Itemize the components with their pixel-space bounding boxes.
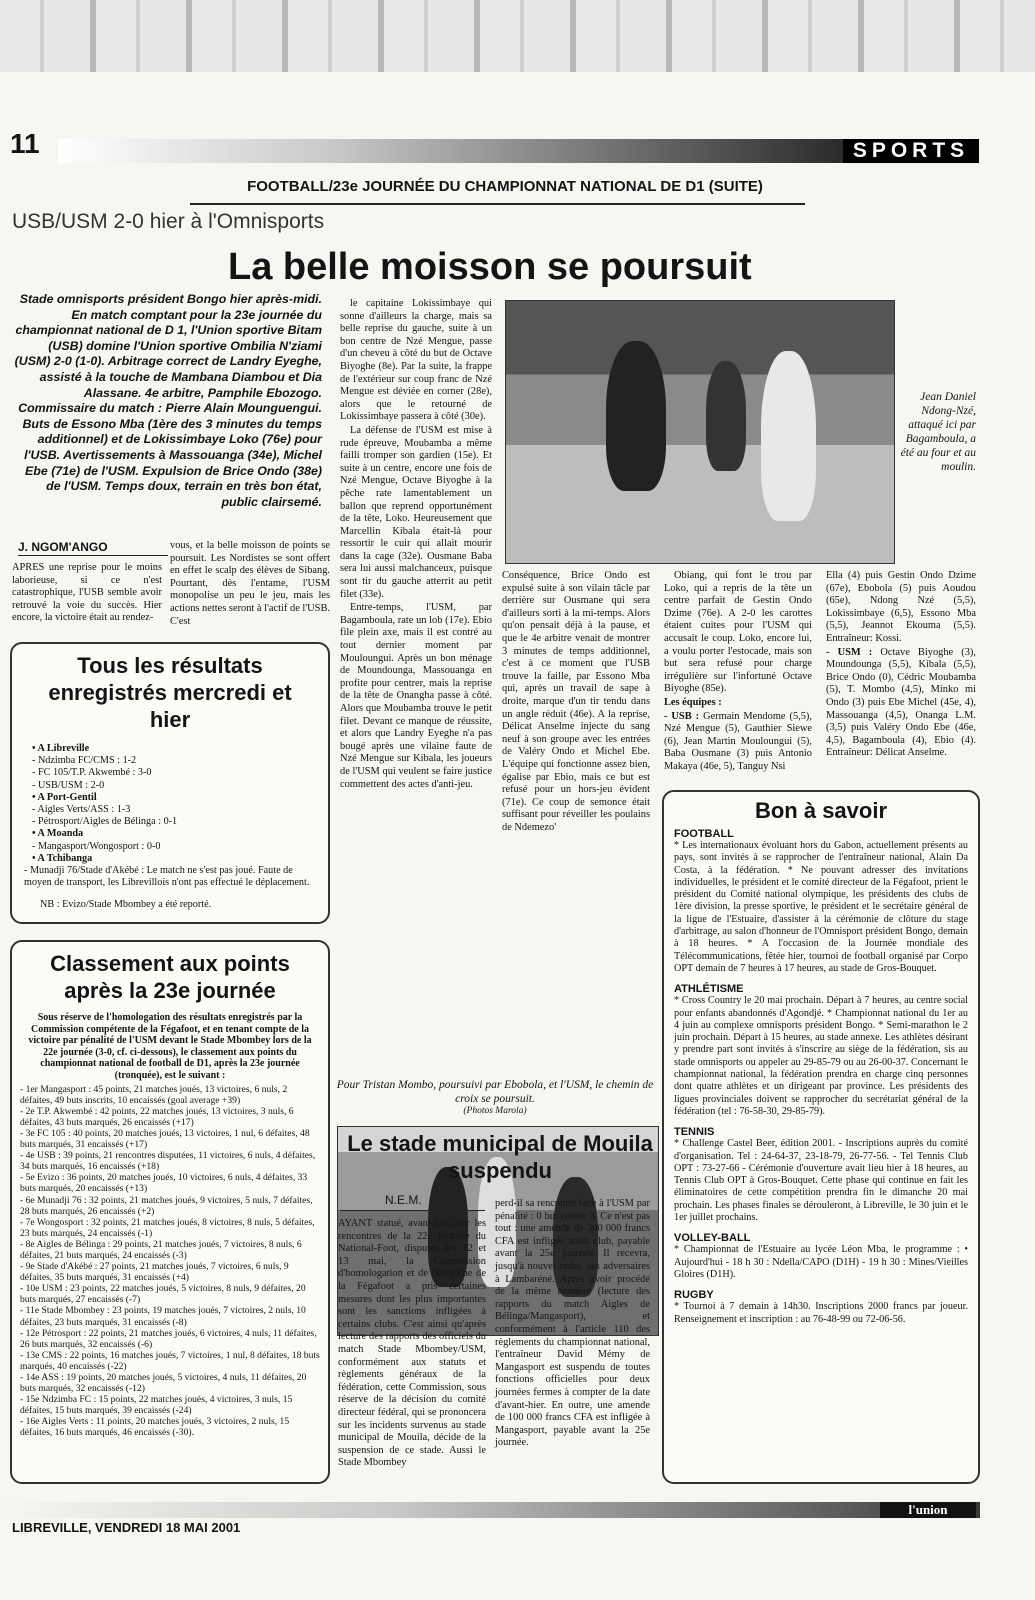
standings-row: - 3e FC 105 : 40 points, 20 matches joués, 13 victoires, 1 nul, 6 défaites, 48 buts marqués, 31 encaissés (+17): [20, 1127, 310, 1151]
section-text-football: * Les internationaux évoluant hors du Gabon, actuellement présents au pays, sont invités à se rapprocher de l'entraîneur national, Alain Da Costa, à la fédération. * Ne pouvant adresser des invitations individuelles, le président et le comité directeur de la Fégafoot, prient le président du Comité national olympique, les présidents des clubs de 1ère division, la presse sportive, le président et le secrétaire général de la ligue de l'Estuaire, d'assister à la cérémonie de clôture du stage d'arbitrage, au salon d'honneur de l'Omnisport président Bongo, demain à 18 heures. * A l'occasion de la Journée mondiale des Télécommunications, fêtée hier, tournoi de football organisé par Corpo OPT demain de 7 heures à 17 heures, au stade de Gros-Bouquet.: [674, 840, 968, 974]
usb-label: - USB :: [664, 710, 700, 722]
standings-list: [20, 1084, 320, 1439]
usm-lineup: Octave Biyoghe (3), Moundounga (5,5), Kibala (5,5), Brice Ondo (0), Cédric Moubamba (5), T. Mombo (4,5), Minko mi Ondo (3) puis Ebe Michel (45e, 4), Massouanga (4,5), Onanga L.M. (3,5) puis Valéry Ondo Ebe (46e, 4,5), Bagamboula (4), Ebio (4). Entraîneur: Délicat Anselme.: [826, 646, 976, 759]
photo2-credit: (Photos Marola): [463, 1106, 527, 1116]
section-heading-rugby: RUGBY: [674, 1289, 714, 1302]
lead-paragraph: Stade omnisports président Bongo hier après-midi. En match comptant pour la 23e journée du championnat national de D 1, l'Union sportive Bitam (USB) domine l'Union sportive Ombilia N'ziami (USM) 2-0 (1-0). Arbitrage correct de Landry Eyeghe, assisté à la touche de Mambana Diambou et Dia Alassane. 4e arbitre, Pamphile Ebozogo. Commissaire du match : Pierre Alain Mounguengui. Buts de Essono Mba (1ère des 3 minutes du temps additionnel) et de Lokissimbaye Loko (76e) pour l'USB. Avertissements à Massouanga (34e), Michel Ebe (71e) de l'USM. Expulsion de Brice Ondo (38e) de l'USM. Temps doux, terrain en très bon état, public clairsemé.: [14, 292, 322, 509]
standings-row: - 13e CMS : 22 points, 16 matches joués, 7 victoires, 1 nul, 8 défaites, 18 buts marqués, 40 encaissés (-22): [20, 1349, 320, 1372]
usm-label: - USM :: [826, 646, 873, 658]
standings-row: - 12e Pétrosport : 22 points, 21 matches joués, 6 victoires, 4 nuls, 11 défaites, 26 buts marqués, 32 encaissés (-6): [20, 1327, 317, 1350]
results-line: • A Moanda: [32, 828, 84, 840]
player-figure: [706, 361, 746, 471]
photo-match-1: [505, 300, 895, 564]
header-rule: [58, 139, 843, 163]
subtitle: USB/USM 2-0 hier à l'Omnisports: [12, 210, 325, 233]
kicker-underline: [190, 203, 805, 205]
standings-intro: Sous réserve de l'homologation des résultats enregistrés par la Commission compétente de la Fégafoot, et en tenant compte de la victoire par pénalité de l'USM devant le Stade Mbombey lors de la 22e journée (3-0, cf. ci-dessous), le classement aux points du championnat national de football de D1, après la 23e journée (tronquée), est le suivant :: [28, 1012, 312, 1081]
results-line: • A Libreville: [32, 743, 90, 754]
article-col4: Conséquence, Brice Ondo est expulsé suite à son vilain tâcle par derrière sur Ousmane qui sera d'ailleurs sorti à la mi-temps. Alors qu'on pensait déjà à la pause, et que le 4e arbitre venait de montrer 3 minutes de temps additionnel, c'est à ce moment que l'USB trouve la faille, par Essono Mba qui, après un travail de sape à droite, marque d'un tir tendu dans un angle réduit (46e). A la reprise, Délicat Anselme injecte du sang neuf à son groupe avec les entrées de Valéry Ondo et Michel Ebe. L'équipe qui fonctionne assez bien, égalise par Ebio, mais ce but est refusé pour un hors-jeu évident (71e). Ce coup de semonce était suffisant pour réveiller les poulains de Ndemezo': [502, 570, 650, 833]
photo2-caption: Pour Tristan Mombo, poursuivi par Ebobola, et l'USM, le chemin de croix se poursuit.: [336, 1079, 654, 1105]
section-text-athletisme: * Cross Country le 20 mai prochain. Départ à 7 heures, au centre social pour enfants abandonnés d'Agondjé. * Championnat national du 1er au 4 juin au complexe omnisports président Bongo. * Semi-marathon le 2 juin prochain. Départ à 15 heures, au stade annexe. Les athlètes désirant y prendre part sont invités à s'inscrire au siège de la fédération, sis au stade omnisports ou appeler au 29-85-79 ou au 26-00-37. Concernant le championnat national, la fédération prendra en charge cinq personnes dont quatre athlètes et un dirigeant par province. Les présidents des ligues provinciales doivent se rapprocher du secrétariat général de la fédération (tel : 76-58-30, 29-85-79).: [674, 995, 968, 1117]
standings-title: Classement aux points après la 23e journée: [50, 951, 290, 1003]
standings-row: - 14e ASS : 19 points, 20 matches joués, 5 victoires, 4 nuls, 11 défaites, 20 buts marqués, 32 encaissés (-12): [20, 1372, 307, 1395]
section-heading-football: FOOTBALL: [674, 828, 734, 840]
player-figure: [606, 341, 666, 491]
section-label: SPORTS: [843, 139, 979, 163]
standings-row: - 10e USM : 23 points, 22 matches joués, 5 victoires, 8 nuls, 9 défaites, 20 buts marqués, 27 encaissés (-7): [20, 1283, 306, 1306]
bon-a-savoir-content: [674, 828, 968, 1326]
page-number: 11: [10, 128, 40, 159]
usb-lineup: Germain Mendome (5,5), Nzé Mengue (5), Gauthier Siewe (6), Jean Martin Mouloungui (5), Baba Ousmane (3) puis Antonio Makaya (46e, 5), Tanguy Nsi: [664, 710, 812, 772]
footer-logo: l'union: [880, 1502, 976, 1518]
byline-rule: [18, 555, 168, 556]
mouila-byline-rule: [340, 1210, 485, 1211]
main-title: La belle moisson se poursuit: [228, 246, 752, 288]
standings-row: - 6e Munadji 76 : 32 points, 21 matches joués, 9 victoires, 5 nuls, 7 défaites, 28 buts marqués, 26 encaissés (+2): [20, 1194, 313, 1217]
mouila-byline: N.E.M.: [385, 1193, 422, 1207]
article-col3: [340, 298, 492, 792]
section-text-volleyball: * Championnat de l'Estuaire au lycée Léon Mba, le programme : • Aujourd'hui - 18 h 30 : Ndella/CAPO (D1H) - 19 h 30 : Mines/Vieilles Gloires (D1H).: [674, 1244, 968, 1280]
section-heading-athletisme: ATHLÉTISME: [674, 983, 744, 996]
standings-row: - 9e Stade d'Akébé : 27 points, 21 matches joués, 7 victoires, 6 nuls, 9 défaites, 35 buts marqués, 31 encaissés (+4): [20, 1261, 289, 1284]
article-col3-p1: le capitaine Lokissimbaye qui sonne d'ailleurs la charge, mais sa belle reprise du gauche, suite à un bon centre de Nzé Mengue, passe d'un cheveu à côté du but de Octave Biyoghe (8e). Par la suite, la frappe de l'extérieur sur coup franc de Nzé Mengue est déviée en corner (28e), alors que le retourné de Lokissimbaye passera à côté (30e).: [340, 298, 492, 423]
results-line: • A Tchibanga: [32, 852, 93, 864]
mouila-col1: AYANT statué, avant-hier, sur les rencontres de la 22e journée du National-Foot, disputée les 12 et 13 mai, la Commission d'homologation et de discipline de la Fégafoot a pris certaines mesures dont les plus importantes sont les sanctions infligées à certains clubs. C'est ainsi qu'après lecture des rapports des officiels du match Stade Mbombey/USM, conformément aux statuts et règlements généraux de la fédération, cette Commission, sous réserve de la décision du comité directeur fédéral, qui se prononcera sur les incidents survenus au stade municipal de Mouila, décide de la suspension de ce stade. Aussi le Stade Mbombey: [338, 1218, 486, 1469]
results-line: - Pétrosport/Aigles de Bélinga : 0-1: [32, 816, 178, 828]
teams-label: Les équipes :: [664, 696, 722, 708]
results-box: [10, 642, 330, 924]
results-line: - Aigles Verts/ASS : 1-3: [32, 804, 131, 816]
standings-row: - 4e USB : 39 points, 21 rencontres disputées, 11 victoires, 6 nuls, 4 défaites, 34 buts marqués, 16 encaissés (+18): [20, 1150, 316, 1173]
standings-row: - 15e Ndzimba FC : 15 points, 22 matches joués, 4 victoires, 3 nuls, 15 défaites, 15 buts marqués, 39 encaissés (-24): [20, 1394, 293, 1417]
article-col6: [826, 570, 976, 761]
photo1-caption: Jean Daniel Ndong-Nzé, attaqué ici par Bagamboula, a été au four et au moulin.: [900, 391, 976, 473]
article-col3-p2: La défense de l'USM est mise à rude épreuve, Moubamba a même failli tromper son gardien (15e). Et suite à un centre, encore une fois de Nzé Mengue, Octave Biyoghe à la pêche rate lamentablement un ballon que reprend opportunément de la tête, Loko. Heureusement que Marcellin Kibala était-là pour ressortir le cuir qui allait mourir dans la cage (32e). Ousmane Baba sera lui aussi malchanceux, puisque sont tir du gauche atterrit au petit filet (33e).: [340, 424, 492, 600]
article-col5-p1: Obiang, qui font le trou par Loko, qui a repris de la tête un centre parfait de Gestin Ondo Dzime (76e). A 2-0 les carottes étaient cuites pour l'USM qui accusait le coup. Loko, encore lui, a voulu porter l'estocade, mais son but sera refusé pour charge irrégulière sur l'infortuné Octave Biyoghe (85e).: [664, 570, 812, 695]
footer-rule: [0, 1502, 980, 1518]
standings-row: - 7e Wongosport : 32 points, 21 matches joués, 8 victoires, 8 nuls, 5 défaites, 23 buts marqués, 24 encaissés (-1): [20, 1216, 315, 1239]
photo-background-strip: [0, 0, 1035, 78]
article-col2: vous, et la belle moisson de points se poursuit. Les Nordistes se sont offert en effet le scalp des élèves de Sibang. Pourtant, dès l'entame, l'USM monopolise un peu le jeu, mais les actions nettes seront à l'actif de l'USB. C'est: [170, 540, 330, 627]
byline: J. NGOM'ANGO: [18, 540, 108, 554]
bon-a-savoir-box: [662, 790, 980, 1484]
mouila-title: Le stade municipal de Mouila suspendu: [347, 1131, 653, 1183]
bon-a-savoir-title: Bon à savoir: [754, 798, 888, 823]
results-line: - Ndzimba FC/CMS : 1-2: [32, 755, 137, 767]
results-title: Tous les résultats enregistrés mercredi et hier: [48, 653, 292, 732]
article-col1: APRES une reprise pour le moins laborieuse, si ce n'est catastrophique, l'USB semble avoir retrouvé la voie du succès. Hier encore, la victoire était au rendez-: [12, 562, 162, 624]
results-list: [24, 743, 316, 912]
kicker: FOOTBALL/23e JOURNÉE DU CHAMPIONNAT NATIONAL DE D1 (SUITE): [247, 178, 763, 195]
mouila-col2: perd-il sa rencontre face à l'USM par pénalité : 0 but contre 3. Ce n'est pas tout : une amende de 300 000 francs CFA est infligée audit club, payable avant la 25e journée. Il recevra, jusqu'à nouvel ordre, ses adversaires à Lambaréné. Après avoir procédé de la même manière (lecture des rapports du match Aigles de Bélinga/Mangasport), et conformément à l'article 110 des règlements du championnat national, l'entraîneur David Mémy de Mangasport est suspendu de toutes fonctions officielles pour deux journées fermes à compter de la date d'avant-hier. En outre, une amende de 100 000 francs CFA est infligée à Mangasport, payable avant la 25e journée.: [495, 1198, 650, 1449]
player-figure: [761, 351, 816, 521]
results-line: - USB/USM : 2-0: [32, 779, 105, 791]
standings-row: - 5e Evizo : 36 points, 20 matches joués, 10 victoires, 6 nuls, 4 défaites, 33 buts marqués, 20 encaissés (+13): [20, 1172, 308, 1195]
section-heading-volleyball: VOLLEY-BALL: [674, 1232, 751, 1245]
results-note: NB : Evizo/Stade Mbombey a été reporté.: [40, 899, 212, 911]
section-text-rugby: * Tournoi à 7 demain à 14h30. Inscriptions 2000 francs par joueur. Renseignement et inscription : au 76-48-99 ou 72-06-56.: [674, 1301, 968, 1325]
standings-row: - 2e T.P. Akwembé : 42 points, 22 matches joués, 13 victoires, 3 nuls, 6 défaites, 43 buts marqués, 26 encaissés (+17): [20, 1105, 294, 1128]
results-line: • A Port-Gentil: [32, 791, 97, 803]
results-line: - Munadji 76/Stade d'Akébé : Le match ne s'est pas joué. Faute de moyen de transport, les Librevillois n'ont pas effectué le déplacement.: [24, 865, 310, 889]
section-heading-tennis: TENNIS: [674, 1126, 715, 1139]
article-col5: [664, 570, 812, 775]
footer-dateline: LIBREVILLE, VENDREDI 18 MAI 2001: [12, 1520, 241, 1535]
results-line: - FC 105/T.P. Akwembé : 3-0: [32, 767, 152, 779]
standings-row: - 16e Aigles Verts : 11 points, 20 matches joués, 3 victoires, 2 nuls, 15 défaites, 16 buts marqués, 46 encaissés (-30).: [20, 1416, 290, 1439]
standings-row: - 8e Aigles de Bélinga : 29 points, 21 matches joués, 7 victoires, 8 nuls, 6 défaites, 21 buts marqués, 24 encaissés (-3): [20, 1238, 302, 1261]
article-col3-p3: Entre-temps, l'USM, par Bagamboula, rate un lob (17e). Ebio file plein axe, mais il est contré au tout dernier moment par Mouloungui. Après un bon ménage de Moundounga, Massouanga en profite pour centrer, mais la reprise de la tête de Onangha passe à côté. Alors que Moubamba trouve le petit filet. Devant ce manque de réussite, et alors que Landry Eyeghe n'a pas bougé après une vilaine faute de Nzé Mengue sur Kibala, les joueurs de l'USM qui veulent se faire justice commettent des actes d'anti-jeu.: [340, 602, 492, 790]
article-col6-p1: Ella (4) puis Gestin Ondo Dzime (67e), Ebobola (5) puis Aoudou (65e), Ndong Nzé (5,5), Lokissimbaye (6,5), Essono Mba (5,5), Jeannot Ekouma (5,5). Entraîneur: Kossi.: [826, 570, 976, 644]
standings-row: - 1er Mangasport : 45 points, 21 matches joués, 13 victoires, 6 nuls, 2 défaites, 49 buts inscrits, 10 encaissés (goal average +39): [20, 1083, 288, 1106]
standings-row: - 11e Stade Mbombey : 23 points, 19 matches joués, 7 victoires, 2 nuls, 10 défaites, 23 buts marqués, 31 encaissés (-8): [20, 1305, 306, 1328]
results-line: - Mangasport/Wongosport : 0-0: [32, 840, 161, 852]
section-text-tennis: * Challenge Castel Beer, édition 2001. - Inscriptions auprès du comité d'organisation. Tel : 24-64-37, 23-18-79, 26-77-56. - Tel Tennis Club OPT : 73-27-66 - Cérémonie d'ouverture avait lieu hier à 18 heures, au Tennis Club OPT à Gros-Bouquet. Cette phase qui continue en fait les éliminatoires de cette compétition prendra fin le dimanche 20 mai prochain. Les phases finales se dérouleront, à Libreville, le 30 juin et le 1er juillet prochains.: [674, 1138, 968, 1224]
standings-box: [10, 940, 330, 1484]
